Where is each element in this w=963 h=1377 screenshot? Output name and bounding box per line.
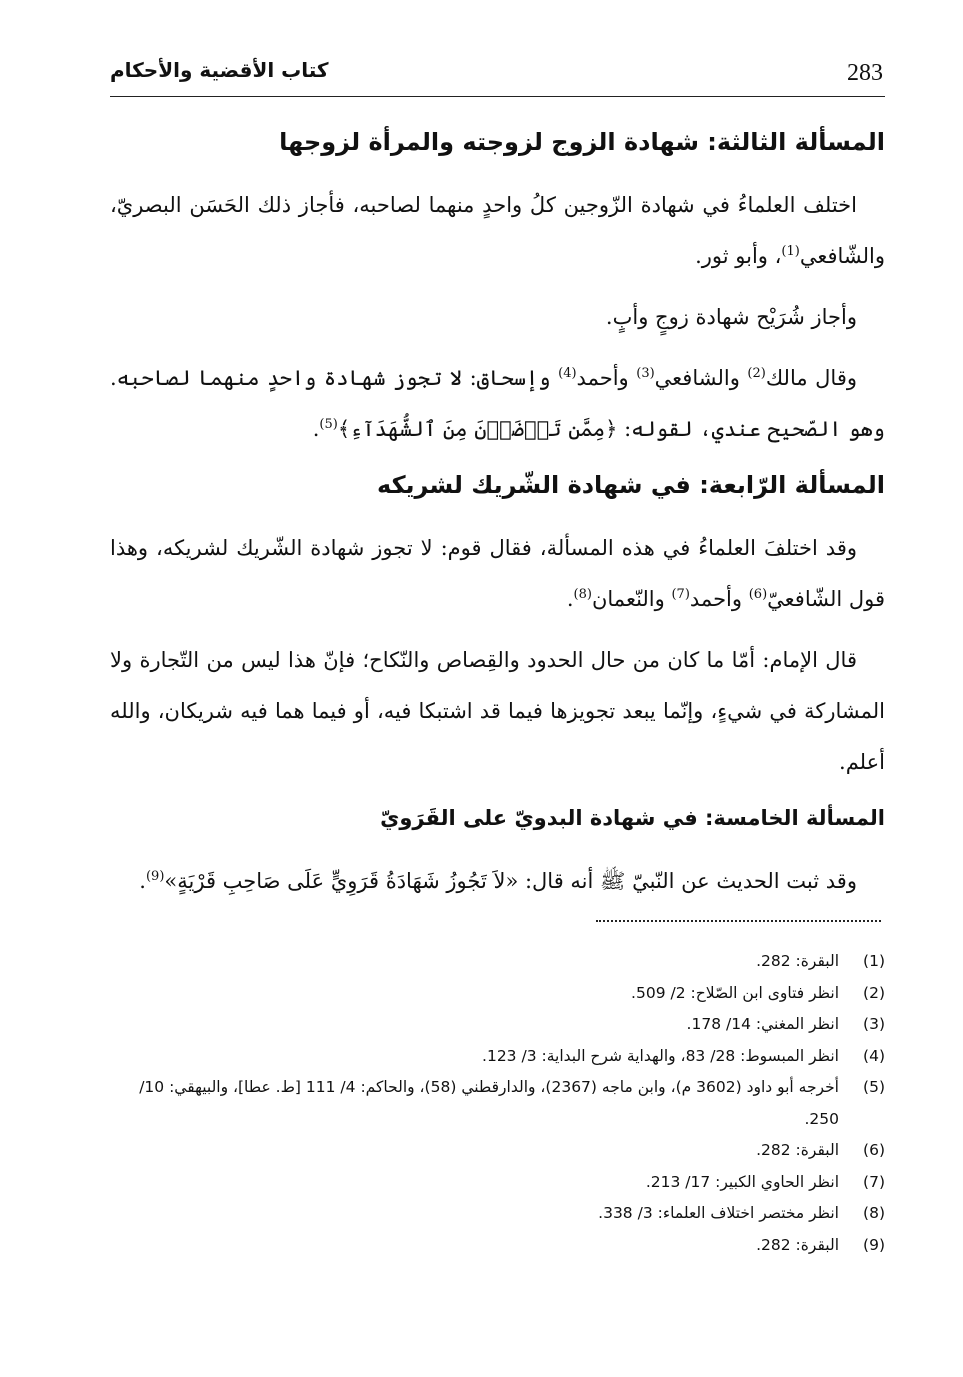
footnote-text: انظر فتاوى ابن الصّلاح: 2/ 509. [631, 983, 839, 1002]
text-run: وأحمد [576, 366, 637, 390]
footnotes [110, 946, 885, 1261]
section-heading-4: المسألة الرّابعة: في شهادة الشّريك لشريكه [377, 471, 885, 499]
text-run: . [566, 587, 574, 611]
footnote-number: (8) [863, 1204, 885, 1222]
footnote-number: (5) [863, 1078, 885, 1096]
footnote-text: أخرجه أبو داود (3602 م)، وابن ماجه (2367)، والدارقطني (58)، والحاكم: 4/ 111 [ط. عطا]، والبيهقي: 10/ 250. [139, 1078, 839, 1128]
footnote-ref[interactable]: (1) [781, 244, 800, 259]
paragraph: قال الإمام: أمّا ما كان من حال الحدود والقِصاص والنّكاح؛ فإنّ هذا ليس من التّجارة ولا المشاركة في شيءٍ، وإنّما يبعد تجويزها فيما قد اشتبكا فيه، أو فيما هما فيه شريكان، والله أعلم. [110, 648, 885, 774]
footnote-text: انظر المبسوط: 28/ 83، والهداية شرح البداية: 3/ 123. [482, 1046, 839, 1065]
footnote-ref[interactable]: (8) [573, 587, 592, 602]
paragraph: وأجاز شُرَيْح شهادة زوجٍ وأبٍ. [605, 305, 857, 329]
footnote-item [110, 1167, 885, 1199]
paragraph [110, 523, 885, 625]
text-run: . [139, 869, 146, 893]
footnote-ref[interactable]: (6) [748, 587, 768, 602]
footnote-text: البقرة: 282. [756, 1235, 839, 1254]
footnote-ref[interactable]: (7) [671, 587, 690, 602]
text-run: وأحمد [689, 587, 749, 611]
footnote-number: (2) [863, 983, 885, 1002]
footnote-number: (1) [863, 952, 885, 970]
paragraph [110, 856, 885, 907]
footnote-text: انظر المغني: 14/ 178. [686, 1015, 839, 1033]
paragraph [110, 180, 885, 282]
footnote-text: انظر مختصر اختلاف العلماء: 3/ 338. [598, 1204, 839, 1222]
footnote-item [110, 1009, 885, 1041]
section-heading-5: المسألة الخامسة: في شهادة البدويّ على القَرَويّ [380, 806, 885, 830]
footnote-number: (4) [863, 1046, 885, 1065]
footnote-number: (6) [863, 1141, 885, 1159]
footnote-text: البقرة: 282. [756, 952, 839, 970]
text-run: ، وأبو ثور. [695, 244, 782, 268]
footnote-ref[interactable]: (9) [145, 869, 165, 884]
footnote-ref[interactable]: (4) [558, 366, 577, 381]
page-header [110, 56, 885, 97]
text-run: . [312, 417, 320, 441]
running-title: كتاب الأقضية والأحكام [110, 58, 329, 82]
text-run: وقد ثبت الحديث عن النّبيّ ﷺ أنه قال: «لاَ تَجُوزُ شَهَادَةُ قَرَوِيٍّ عَلَى صَاحِبِ قَرْيَةٍ» [164, 869, 857, 893]
text-run: اختلف العلماءُ في شهادة الزّوجين كلُ واحدٍ منهما لصاحبه، فأجاز ذلك الحَسَن البصريّ، والشّافعي [110, 193, 885, 268]
page-number: 283 [847, 60, 883, 86]
footnote-ref[interactable]: (5) [319, 417, 338, 432]
footnote-item [110, 1230, 885, 1262]
footnote-item [110, 946, 885, 978]
paragraph [110, 353, 885, 455]
footnote-number: (9) [863, 1235, 885, 1254]
footnote-text: البقرة: 282. [756, 1141, 839, 1159]
text-run: وقد اختلفَ العلماءُ في هذه المسألة، فقال قوم: لا تجوز شهادة الشّريك لشريكه، وهذا قول الشّافعيّ [110, 536, 885, 611]
section-heading-3: المسألة الثالثة: شهادة الزوج لزوجته والمرأة لزوجها [279, 128, 885, 156]
footnote-item [110, 1041, 885, 1073]
footnote-item [110, 978, 885, 1010]
text-run: وقال مالك [765, 366, 857, 390]
footnote-number: (7) [863, 1172, 885, 1191]
footnote-ref[interactable]: (2) [747, 366, 766, 381]
text-run: وإسحاق: لا تجوز شهادة واحدٍ منهما لصاحبه. وهو الصّحيح عندي، لقوله: ﴿مِمَّن تَرۡضَوۡنَ مِنَ ٱلشُّهَدَآءِ﴾ [110, 366, 885, 441]
footnote-item [110, 1198, 885, 1230]
text-run: والنّعمان [591, 587, 672, 611]
footnote-number: (3) [863, 1015, 885, 1033]
footnote-separator [596, 920, 881, 922]
footnote-item [110, 1072, 885, 1135]
footnote-item [110, 1135, 885, 1167]
text-run: والشافعي [654, 366, 748, 390]
footnote-text: انظر الحاوي الكبير: 17/ 213. [645, 1172, 839, 1191]
main-text [110, 112, 885, 917]
footnote-ref[interactable]: (3) [636, 366, 655, 381]
